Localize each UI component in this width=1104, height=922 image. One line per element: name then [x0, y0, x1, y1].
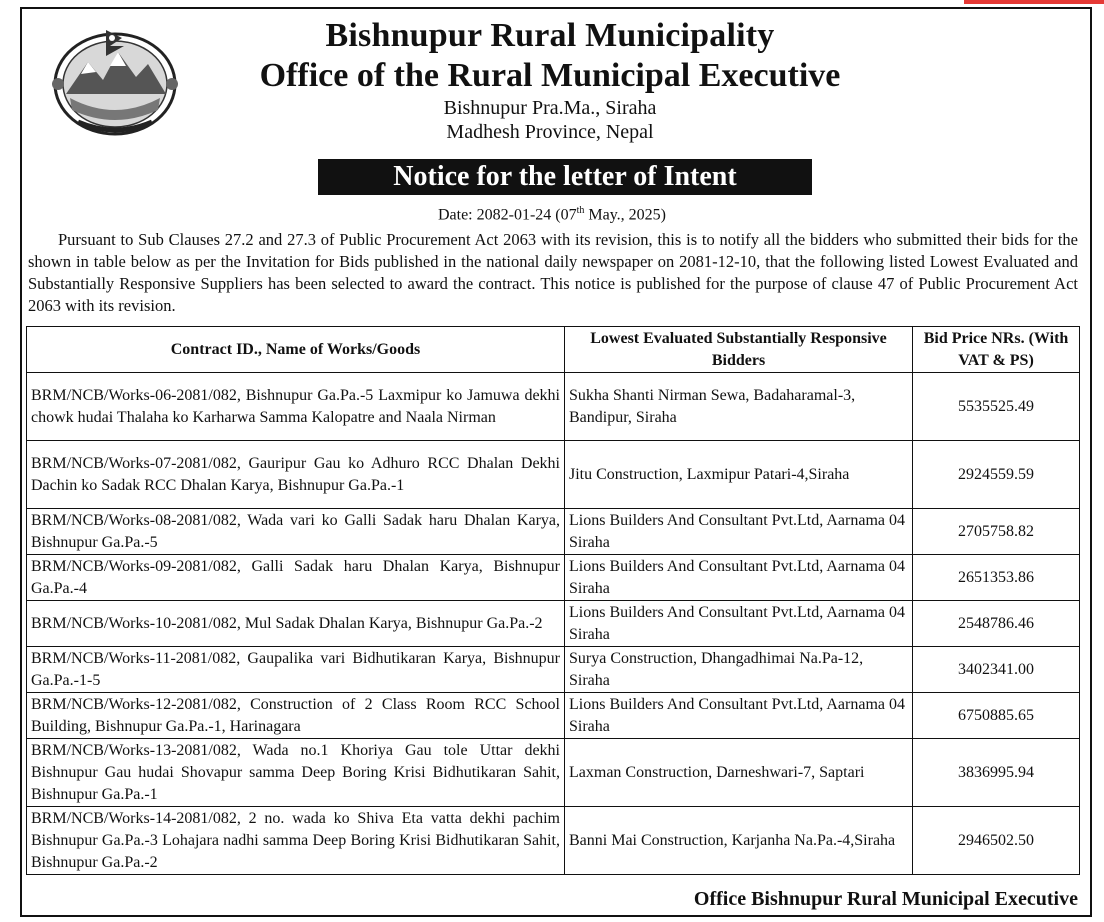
- notice-paragraph: Pursuant to Sub Clauses 27.2 and 27.3 of Public Procurement Act 2063 with its revision, this is to notify all the bidders who submitted their bids for the shown in table below as per the Invitation for Bids published in the national daily newspaper on 2081-12-10, that the following listed Lowest Evaluated and Substantially Responsive Suppliers has been selected to award the contract. This notice is published for the purpose of clause 47 of Public Procurement Act 2063 with its revision.: [28, 230, 1078, 315]
- bids-table: [26, 326, 1080, 875]
- table-row: [27, 373, 1080, 441]
- footer-signature: Office Bishnupur Rural Municipal Executive: [693, 888, 1078, 910]
- table-row: [27, 601, 1080, 647]
- row-work: BRM/NCB/Works-09-2081/082, Galli Sadak haru Dhalan Karya, Bishnupur Ga.Pa.-4: [27, 555, 565, 601]
- table-row: [27, 647, 1080, 693]
- header-bidder: Lowest Evaluated Substantially Responsive Bidders: [565, 327, 913, 373]
- date-sup: th: [576, 205, 585, 216]
- table-row: [27, 693, 1080, 739]
- row-price: 3402341.00: [913, 647, 1080, 693]
- row-price: 5535525.49: [913, 373, 1080, 441]
- row-bidder: Lions Builders And Consultant Pvt.Ltd, Aarnama 04 Siraha: [565, 509, 913, 555]
- address-line-2: Madhesh Province, Nepal: [446, 121, 654, 143]
- letterhead: [190, 16, 910, 144]
- table-row: [27, 807, 1080, 875]
- row-bidder: Lions Builders And Consultant Pvt.Ltd, Aarnama 04 Siraha: [565, 693, 913, 739]
- date-suffix: May., 2025): [584, 206, 667, 224]
- row-work: BRM/NCB/Works-11-2081/082, Gaupalika vari Bidhutikaran Karya, Bishnupur Ga.Pa.-1-5: [27, 647, 565, 693]
- table-header-row: [27, 327, 1080, 373]
- notice-date: [0, 200, 1104, 226]
- row-price: 2705758.82: [913, 509, 1080, 555]
- table-row: [27, 441, 1080, 509]
- row-price: 3836995.94: [913, 739, 1080, 807]
- table-row: [27, 555, 1080, 601]
- row-bidder: Jitu Construction, Laxmipur Patari-4,Siraha: [565, 441, 913, 509]
- row-work: BRM/NCB/Works-06-2081/082, Bishnupur Ga.Pa.-5 Laxmipur ko Jamuwa dekhi chowk hudai Thalaha ko Karharwa Samma Kalopatre and Naala Nirman: [27, 373, 565, 441]
- row-price: 2548786.46: [913, 601, 1080, 647]
- header-work: Contract ID., Name of Works/Goods: [27, 327, 565, 373]
- row-bidder: Surya Construction, Dhangadhimai Na.Pa-12, Siraha: [565, 647, 913, 693]
- address-line-1: Bishnupur Pra.Ma., Siraha: [443, 97, 657, 119]
- municipality-name: Bishnupur Rural Municipality: [325, 17, 775, 54]
- row-bidder: Lions Builders And Consultant Pvt.Ltd, Aarnama 04 Siraha: [565, 555, 913, 601]
- table-row: [27, 739, 1080, 807]
- row-price: 2946502.50: [913, 807, 1080, 875]
- row-bidder: Banni Mai Construction, Karjanha Na.Pa.-4,Siraha: [565, 807, 913, 875]
- row-price: 6750885.65: [913, 693, 1080, 739]
- row-price: 2924559.59: [913, 441, 1080, 509]
- nepal-emblem-icon: [48, 22, 182, 140]
- row-work: BRM/NCB/Works-08-2081/082, Wada vari ko Galli Sadak haru Dhalan Karya, Bishnupur Ga.Pa.-5: [27, 509, 565, 555]
- row-work: BRM/NCB/Works-07-2081/082, Gauripur Gau ko Adhuro RCC Dhalan Dekhi Dachin ko Sadak RCC Dhalan Karya, Bishnupur Ga.Pa.-1: [27, 441, 565, 509]
- row-bidder: Sukha Shanti Nirman Sewa, Badaharamal-3, Bandipur, Siraha: [565, 373, 913, 441]
- header-price: Bid Price NRs. (With VAT & PS): [913, 327, 1080, 373]
- office-name: Office of the Rural Municipal Executive: [259, 57, 841, 94]
- row-work: BRM/NCB/Works-14-2081/082, 2 no. wada ko Shiva Eta vatta dekhi pachim Bishnupur Ga.Pa.-3 Lohajara nadhi samma Deep Boring Krisi Bidhutikaran Sahit, Bishnupur Ga.Pa.-2: [27, 807, 565, 875]
- row-work: BRM/NCB/Works-12-2081/082, Construction of 2 Class Room RCC School Building, Bishnupur Ga.Pa.-1, Harinagara: [27, 693, 565, 739]
- table-row: [27, 509, 1080, 555]
- row-work: BRM/NCB/Works-10-2081/082, Mul Sadak Dhalan Karya, Bishnupur Ga.Pa.-2: [27, 601, 565, 647]
- notice-title: Notice for the letter of Intent: [318, 159, 812, 195]
- row-price: 2651353.86: [913, 555, 1080, 601]
- date-prefix: Date: 2082-01-24 (07: [437, 206, 577, 224]
- row-bidder: Lions Builders And Consultant Pvt.Ltd, Aarnama 04 Siraha: [565, 601, 913, 647]
- corner-mark: [964, 0, 1104, 4]
- row-work: BRM/NCB/Works-13-2081/082, Wada no.1 Khoriya Gau tole Uttar dekhi Bishnupur Gau hudai Shovapur samma Deep Boring Krisi Bidhutikaran Sahit, Bishnupur Ga.Pa.-1: [27, 739, 565, 807]
- row-bidder: Laxman Construction, Darneshwari-7, Saptari: [565, 739, 913, 807]
